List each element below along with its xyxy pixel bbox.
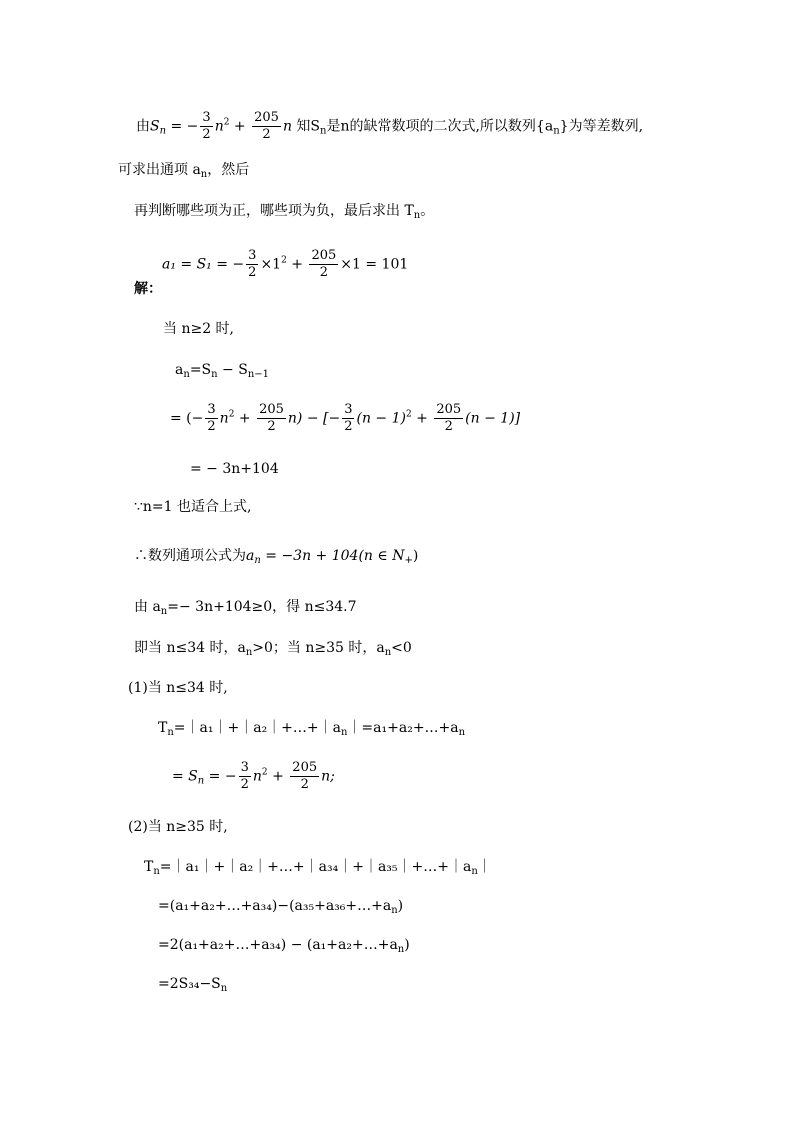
var-n: n [214, 118, 224, 135]
text: n; [321, 768, 335, 785]
sub: n [553, 125, 560, 137]
fraction-205-2 [252, 110, 281, 143]
text: 再判断哪些项为正，哪些项为负，最后求出 T [134, 203, 414, 219]
when-n-ge-2: 当 n≥2 时, [163, 321, 235, 337]
text: n) − [− [287, 410, 341, 427]
plus: + [234, 410, 256, 427]
sup-2: 2 [405, 409, 412, 420]
text: a [175, 362, 184, 378]
because-line: ∵n=1 也适合上式, [134, 499, 252, 515]
fraction-205-2 [257, 402, 286, 435]
text: ｜ [477, 859, 492, 875]
sub-n: n [159, 125, 167, 137]
den: 2 [344, 419, 353, 434]
sub: n [471, 866, 478, 877]
sub: n−1 [247, 369, 270, 380]
case1-head: (1)当 n≤34 时, [128, 680, 228, 696]
an-expansion [170, 402, 520, 435]
sub: n [391, 905, 398, 916]
case2-head: (2)当 n≥35 时, [128, 819, 228, 835]
sub: n [167, 727, 174, 738]
solution-label: 解： [134, 280, 162, 297]
text: }为等差数列, [559, 118, 644, 135]
sub: n [220, 983, 228, 994]
num: 3 [207, 402, 216, 417]
num: 205 [311, 248, 337, 263]
case1-result [172, 760, 335, 793]
plus: + [286, 256, 308, 273]
intro-line-2 [118, 162, 250, 180]
text: =− 3n+104≥0，得 n≤34.7 [167, 599, 357, 615]
sup-2: 2 [281, 255, 287, 266]
an-definition [175, 362, 270, 380]
plus: + [267, 768, 289, 785]
text: =｜a₁｜+｜a₂｜+…+｜a [173, 720, 341, 736]
num: 205 [436, 402, 462, 417]
intro-prefix: 由 [136, 118, 150, 135]
therefore-line [134, 548, 419, 566]
text: =(a₁+a₂+…+a₃₄)−(a₃₅+a₃₆+…+a [158, 898, 392, 914]
text: =｜a₁｜+｜a₂｜+…+｜a₃₄｜+｜a₃₅｜+…+｜a [159, 859, 472, 875]
text: T [158, 720, 168, 736]
var-n: n [252, 768, 262, 785]
plus: + [411, 410, 433, 427]
sub: n [245, 647, 253, 658]
sup-2: 2 [261, 767, 268, 778]
text: 是n的缺常数项的二次式,所以数列{a [326, 118, 554, 135]
an-result: = − 3n+104 [190, 461, 279, 477]
text: >0；当 n≥35 时，a [252, 640, 385, 656]
fraction-3-2 [200, 110, 212, 143]
text: ｜=a₁+a₂+…+a [347, 720, 459, 736]
text: = − [204, 768, 237, 785]
sub: n [153, 866, 160, 877]
sub: n [340, 727, 348, 738]
den: 2 [207, 419, 216, 434]
text: ) [397, 898, 404, 914]
text: (n − 1)] [465, 410, 521, 427]
text: 由 a [134, 599, 161, 615]
fraction-3-2 [239, 760, 251, 793]
intro-formula-line [136, 110, 643, 143]
text: ，然后 [207, 162, 250, 178]
text: ) [412, 548, 419, 564]
sub: n [384, 647, 392, 658]
text: = S [172, 768, 198, 785]
plus: + [229, 118, 251, 135]
num: 205 [292, 760, 318, 775]
fraction-3-2 [246, 248, 258, 281]
text: 可求出通项 a [118, 162, 201, 178]
text: = −3n + 104(n ∈ N [260, 548, 405, 564]
sub: n [211, 369, 218, 380]
den: 2 [240, 777, 249, 792]
sup-2: 2 [223, 117, 230, 128]
solution-line [134, 248, 409, 297]
cond-line-2 [134, 640, 412, 658]
sup-2: 2 [228, 409, 235, 420]
sub: n [183, 369, 190, 380]
text: 即当 n≤34 时，a [134, 640, 246, 656]
fraction-205-2 [290, 760, 319, 793]
text: =S [189, 362, 212, 378]
text: ×1 = 101 [340, 256, 409, 273]
sub: n [197, 775, 205, 787]
sub: n [320, 125, 327, 137]
eq-sign: = − [166, 118, 199, 135]
sub: n [254, 555, 261, 566]
cond-line-1 [134, 599, 357, 617]
text: ) [404, 937, 410, 953]
den: 2 [202, 127, 211, 142]
sub: n [160, 606, 168, 617]
num: 3 [240, 760, 249, 775]
text: =2(a₁+a₂+…+a₃₄) − (a₁+a₂+…+a [158, 937, 398, 953]
den: 2 [300, 777, 309, 792]
text: <0 [391, 640, 412, 656]
text: = (− [170, 410, 204, 427]
text: ×1 [260, 256, 282, 273]
text: a₁ = S₁ = − [162, 256, 245, 273]
den: 2 [262, 127, 271, 142]
sub: n [397, 944, 405, 955]
text: a [246, 548, 255, 564]
fraction-3-2 [342, 402, 354, 435]
case2-line-3 [158, 937, 410, 955]
text: 。 [420, 203, 435, 219]
sub: n [413, 210, 421, 221]
sub: n [458, 727, 466, 738]
case2-line-1 [144, 859, 492, 877]
case2-line-4 [158, 976, 228, 994]
text: =2S₃₄−S [158, 976, 221, 992]
num: 205 [259, 402, 284, 417]
den: 2 [319, 265, 328, 280]
fraction-205-2 [434, 402, 463, 435]
text: ∴数列通项公式为 [134, 548, 246, 564]
var-n: n [282, 118, 292, 135]
sub: n [200, 169, 208, 180]
case2-line-2 [158, 898, 404, 916]
fraction-205-2 [309, 248, 338, 281]
den: 2 [444, 419, 453, 434]
text: − S [217, 362, 248, 378]
den: 2 [267, 419, 276, 434]
num: 3 [202, 110, 211, 125]
num: 3 [344, 402, 353, 417]
text: 知S [296, 118, 321, 135]
intro-line-3 [134, 203, 435, 221]
fraction-3-2 [205, 402, 217, 435]
num: 205 [254, 110, 279, 125]
var-n: n [219, 410, 229, 427]
text: T [144, 859, 154, 875]
text: (n − 1) [356, 410, 406, 427]
sub: + [404, 555, 413, 566]
num: 3 [248, 248, 257, 263]
var-S: S [150, 118, 160, 135]
case1-sum [158, 720, 466, 738]
den: 2 [248, 265, 257, 280]
